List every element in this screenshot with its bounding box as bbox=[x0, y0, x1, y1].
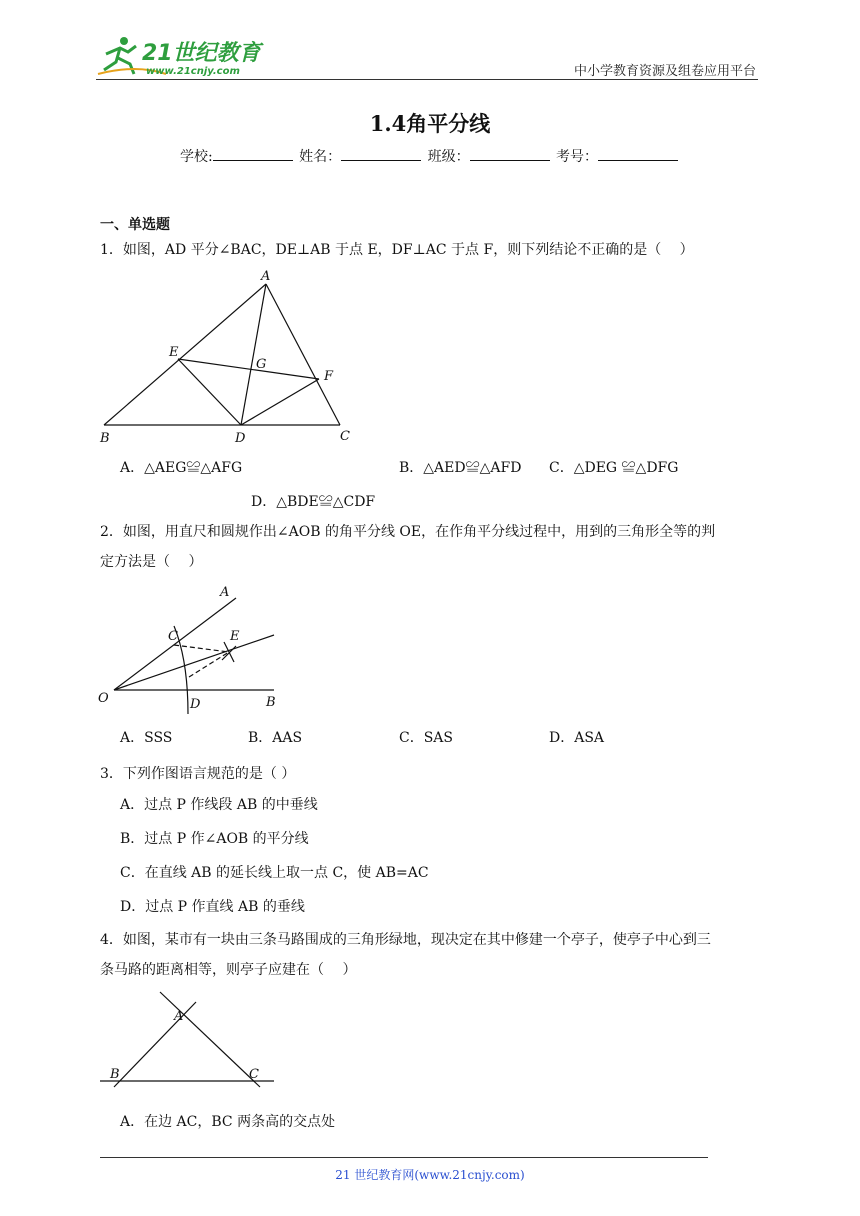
platform-name: 中小学教育资源及组卷应用平台 bbox=[573, 64, 756, 79]
q2-label-b: B bbox=[266, 695, 276, 710]
q1-label-g: G bbox=[256, 357, 267, 372]
q2-stem-line-1: 2．如图，用直尺和圆规作出∠AOB 的角平分线 OE，在作角平分线过程中，用到的三角形全等的判 bbox=[100, 524, 716, 540]
q3-stem: 3．下列作图语言规范的是（ ） bbox=[100, 766, 296, 782]
logo-text: 21世纪教育 bbox=[142, 41, 261, 66]
exam-no-blank[interactable] bbox=[598, 146, 678, 161]
school-blank[interactable] bbox=[213, 146, 293, 161]
q3-option-b[interactable]: B．过点 P 作∠AOB 的平分线 bbox=[120, 831, 309, 847]
q2-label-d: D bbox=[190, 697, 201, 712]
q2-label-e: E bbox=[230, 629, 240, 644]
q1-label-b: B bbox=[100, 431, 110, 446]
q3-option-a[interactable]: A．过点 P 作线段 AB 的中垂线 bbox=[120, 797, 318, 813]
q2-label-a: A bbox=[220, 585, 230, 600]
q2-figure bbox=[96, 580, 286, 718]
class-blank[interactable] bbox=[470, 146, 550, 161]
name-label: 姓名： bbox=[299, 149, 342, 165]
section-heading: 一、单选题 bbox=[100, 217, 170, 233]
q1-figure bbox=[98, 268, 363, 446]
logo-url: www.21cnjy.com bbox=[146, 66, 240, 77]
q1-option-a[interactable]: A．△AEG≌△AFG bbox=[120, 460, 243, 476]
q1-label-d: D bbox=[235, 431, 246, 446]
q1-option-b[interactable]: B．△AED≌△AFD bbox=[399, 460, 522, 476]
site-logo bbox=[96, 34, 266, 78]
q2-stem-line-2: 定方法是（ ） bbox=[100, 554, 203, 570]
school-label: 学校: bbox=[179, 149, 213, 165]
q1-label-f: F bbox=[324, 369, 334, 384]
q1-option-d[interactable]: D．△BDE≌△CDF bbox=[251, 494, 376, 510]
q3-option-c[interactable]: C．在直线 AB 的延长线上取一点 C，使 AB=AC bbox=[120, 865, 429, 881]
q4-label-c: C bbox=[249, 1067, 259, 1082]
q4-label-a: A bbox=[174, 1009, 184, 1024]
q2-option-d[interactable]: D．ASA bbox=[549, 730, 605, 746]
student-info bbox=[0, 146, 860, 166]
q4-label-b: B bbox=[110, 1067, 120, 1082]
page-title: 1.4角平分线 bbox=[369, 111, 491, 136]
q1-label-e: E bbox=[169, 345, 179, 360]
q4-option-a[interactable]: A．在边 AC，BC 两条高的交点处 bbox=[120, 1114, 336, 1130]
q2-label-c: C bbox=[168, 629, 178, 644]
q2-option-b[interactable]: B．AAS bbox=[248, 730, 303, 746]
class-label: 班级： bbox=[427, 149, 470, 165]
footer-text[interactable]: 21 世纪教育网(www.21cnjy.com) bbox=[335, 1168, 525, 1182]
q2-label-o: O bbox=[98, 691, 109, 706]
exam-no-label: 考号： bbox=[556, 149, 599, 165]
footer-divider bbox=[100, 1157, 708, 1158]
q4-figure bbox=[96, 990, 280, 1090]
name-blank[interactable] bbox=[341, 146, 421, 161]
q1-stem: 1．如图，AD 平分∠BAC，DE⊥AB 于点 E，DF⊥AC 于点 F，则下列结论不正确的是（ ） bbox=[100, 242, 694, 258]
q4-stem-line-1: 4．如图，某市有一块由三条马路围成的三角形绿地，现决定在其中修建一个亭子，使亭子中心到三 bbox=[100, 932, 711, 948]
q1-option-c[interactable]: C．△DEG ≌△DFG bbox=[549, 460, 679, 476]
q4-stem-line-2: 条马路的距离相等，则亭子应建在（ ） bbox=[100, 962, 357, 978]
q1-label-c: C bbox=[340, 429, 350, 444]
q2-option-a[interactable]: A．SSS bbox=[120, 730, 173, 746]
header-divider bbox=[96, 79, 758, 80]
q2-option-c[interactable]: C．SAS bbox=[399, 730, 454, 746]
q3-option-d[interactable]: D．过点 P 作直线 AB 的垂线 bbox=[120, 899, 305, 915]
q1-label-a: A bbox=[261, 269, 271, 284]
